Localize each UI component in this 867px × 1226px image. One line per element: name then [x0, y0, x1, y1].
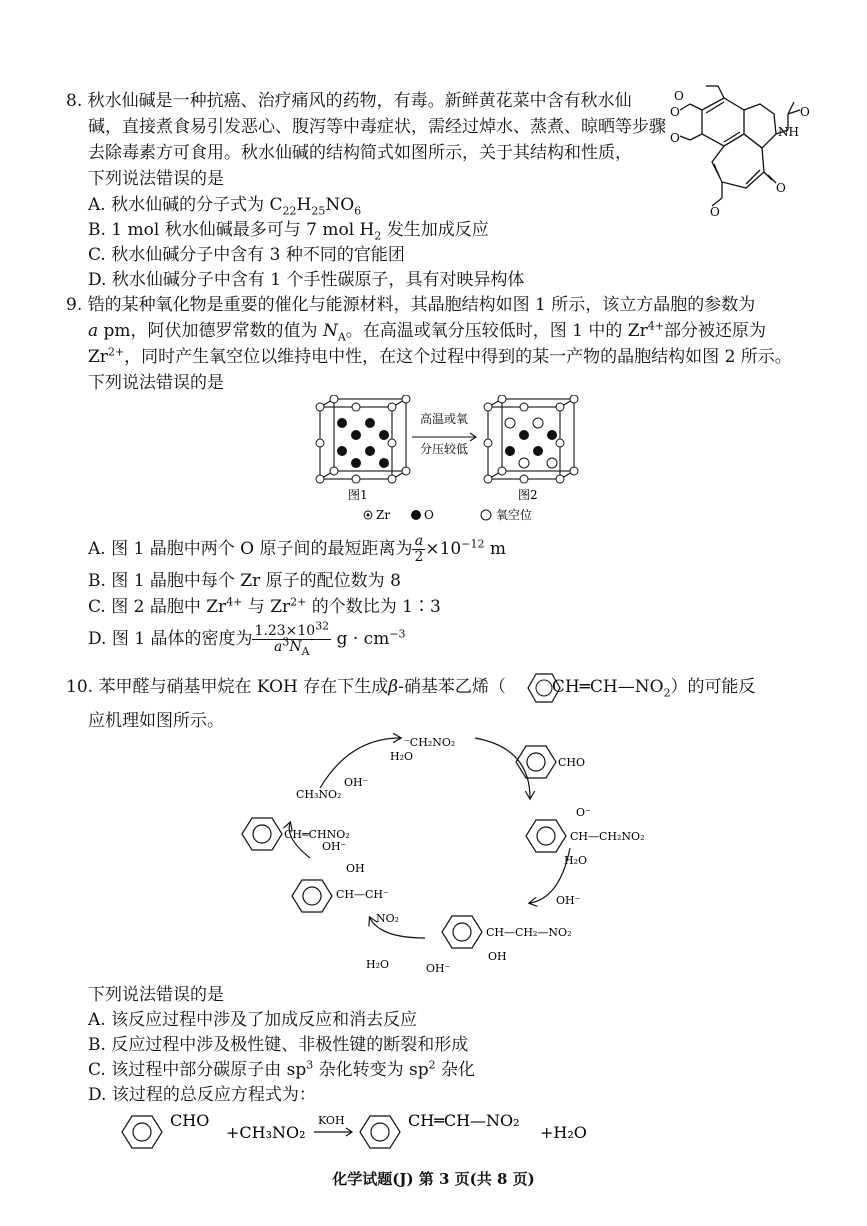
- legend-vacancy: 氧空位: [496, 508, 533, 522]
- mech-ch2no2-anion: ⁻CH₂NO₂: [404, 736, 456, 749]
- mech-ch-ch-minus: CH—CH⁻: [336, 888, 389, 901]
- q9-stem-line-4: 下列说法错误的是: [88, 373, 224, 393]
- legend-zr: Zr: [376, 508, 391, 522]
- q8-option-a: A. 秋水仙碱的分子式为 $C_{22}H_{25}NO_6$: [88, 195, 362, 218]
- benzene-ring-inline: [524, 668, 574, 708]
- arrow-text-1: 高温或氧: [420, 412, 469, 426]
- mech-ch-ch2no2: CH—CH₂NO₂: [570, 830, 645, 843]
- mech-oh-left: OH⁻: [322, 840, 347, 853]
- eq-product: CH═CH—NO₂: [408, 1111, 520, 1130]
- eq-plus-ch3no2: +CH₃NO₂: [226, 1123, 306, 1142]
- q10-stem-line-2: 应机理如图所示。: [88, 711, 224, 731]
- struct-o-1: O: [674, 89, 684, 103]
- q8-stem-line-2: 碱，直接煮食易引发恶心、腹泻等中毒症状，需经过焯水、蒸煮、晾晒等步骤: [88, 117, 666, 137]
- colchicine-structure: [660, 80, 810, 230]
- legend-o: O: [424, 508, 434, 522]
- q10-stem-line-1: 10. 苯甲醛与硝基甲烷在 KOH 存在下生成β-硝基苯乙烯（ $CH═CH—NO_2$）的可能反: [66, 677, 756, 700]
- mech-h2o-right: H₂O: [564, 854, 588, 867]
- q9-stem-line-1: 9. 锆的某种氧化物是重要的催化与能源材料，其晶胞结构如图 1 所示，该立方晶胞的参数为: [66, 295, 756, 315]
- q9-option-a: A. 图 1 晶胞中两个 O 原子间的最短距离为 $\frac{a}{2}$ $\times 10^{-12}$ m: [88, 533, 507, 565]
- mechanism-diagram: [230, 728, 670, 978]
- mech-ch-ch2-no2: CH—CH₂—NO₂: [486, 926, 572, 939]
- svg-text:O: O: [670, 105, 680, 119]
- q9-stem-line-3: $Zr^{2+}$，同时产生氧空位以维持电中性，在这个过程中得到的某一产物的晶胞结构如图 2 所示。: [88, 345, 792, 367]
- q9-option-c: C. 图 2 晶胞中 $Zr^{4+}$ 与 $Zr^{2+}$ 的个数比为 1∶3: [88, 595, 441, 617]
- q8-option-d: D. 秋水仙碱分子中含有 1 个手性碳原子，具有对映异构体: [88, 270, 525, 290]
- mech-oh-mid: OH: [346, 862, 365, 875]
- q10-option-b: B. 反应过程中涉及极性键、非极性键的断裂和形成: [88, 1035, 469, 1055]
- q8-stem-line-4: 下列说法错误的是: [88, 169, 224, 189]
- q10-option-c: C. 该过程中部分碳原子由 $sp^3$ 杂化转变为 $sp^2$ 杂化: [88, 1058, 476, 1080]
- q9-stem-line-2: a pm，阿伏加德罗常数的值为 $N_A$。在高温或氧分压较低时，图 1 中的 $Zr^{4+}$部分被还原为: [88, 319, 766, 344]
- q8-stem-line-1: 8. 秋水仙碱是一种抗癌、治疗痛风的药物，有毒。新鲜黄花菜中含有秋水仙: [66, 91, 632, 111]
- struct-o-2: O: [800, 105, 810, 119]
- crystal-figures: [300, 395, 600, 525]
- struct-nh: NH: [778, 125, 799, 139]
- arrow-text-2: 分压较低: [420, 442, 469, 456]
- mech-product: CH═CHNO₂: [284, 828, 350, 841]
- overall-equation: [118, 1106, 618, 1156]
- q9-option-b: B. 图 1 晶胞中每个 Zr 原子的配位数为 8: [88, 571, 401, 591]
- mech-o-minus: O⁻: [576, 806, 591, 819]
- q8-option-b: B. 1 mol 秋水仙碱最多可与 7 mol $H_2$ 发生加成反应: [88, 220, 489, 243]
- svg-text:O: O: [670, 131, 680, 145]
- mech-oh-top: OH⁻: [344, 776, 369, 789]
- q10-question: 下列说法错误的是: [88, 985, 224, 1005]
- q10-option-a: A. 该反应过程中涉及了加成反应和消去反应: [88, 1010, 418, 1030]
- mech-h2o-bottom: H₂O: [366, 958, 390, 971]
- eq-koh: KOH: [318, 1114, 345, 1127]
- fig2-label: 图2: [518, 488, 538, 502]
- q9-option-d: D. 图 1 晶体的密度为 $\frac{1.23\times 10^{32}}{a^3N_A}$ $g \cdot cm^{-3}$: [88, 619, 406, 658]
- mech-cho: CHO: [558, 756, 586, 769]
- fig1-label: 图1: [348, 488, 368, 502]
- mech-h2o-top: H₂O: [390, 750, 414, 763]
- eq-plus-h2o: +H₂O: [540, 1123, 587, 1142]
- mech-oh-right: OH⁻: [556, 894, 581, 907]
- svg-text:O: O: [776, 181, 786, 195]
- page-footer: 化学试题(J) 第 3 页(共 8 页): [332, 1170, 535, 1188]
- mech-no2-mid: NO₂: [376, 912, 400, 925]
- q8-option-c: C. 秋水仙碱分子中含有 3 种不同的官能团: [88, 245, 405, 265]
- svg-text:O: O: [710, 205, 720, 219]
- q10-option-d: D. 该过程的总反应方程式为：: [88, 1085, 316, 1105]
- mech-oh-bottom-2: OH⁻: [426, 962, 451, 975]
- mech-oh-bottom: OH: [488, 950, 507, 963]
- q8-stem-line-3: 去除毒素方可食用。秋水仙碱的结构简式如图所示，关于其结构和性质，: [88, 143, 632, 163]
- eq-cho: CHO: [170, 1111, 210, 1130]
- mech-ch3no2: CH₃NO₂: [296, 788, 342, 801]
